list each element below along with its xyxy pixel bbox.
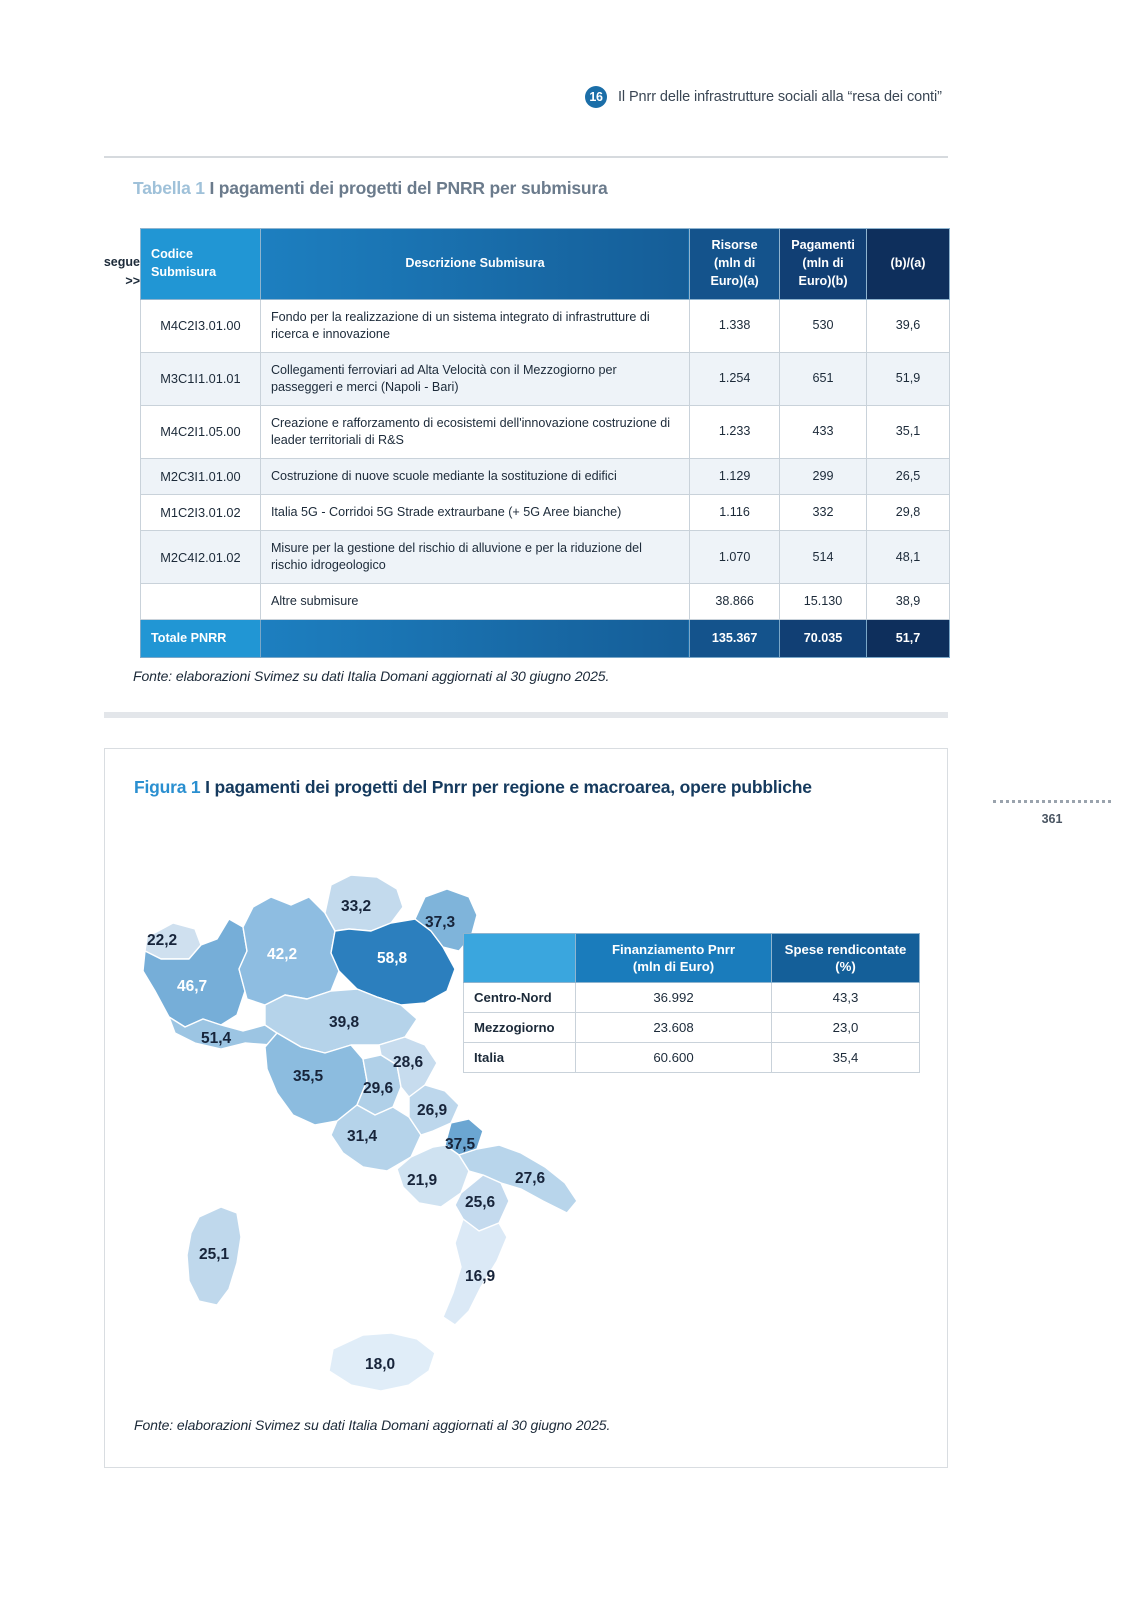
table1-header-row bbox=[141, 229, 950, 300]
cell-pagamenti: 433 bbox=[780, 405, 867, 458]
cell-area: Italia bbox=[464, 1043, 576, 1073]
map-label-veneto: 58,8 bbox=[377, 950, 408, 967]
table-row bbox=[141, 584, 950, 620]
table-row bbox=[141, 405, 950, 458]
cell-spese: 35,4 bbox=[772, 1043, 920, 1073]
cell-rapporto: 48,1 bbox=[867, 531, 950, 584]
cell-rapporto: 35,1 bbox=[867, 405, 950, 458]
cell-pagamenti: 15.130 bbox=[780, 584, 867, 620]
cell-spese: 43,3 bbox=[772, 983, 920, 1013]
map-label-emilia-romagna: 39,8 bbox=[329, 1014, 360, 1031]
cell-codice: M2C3I1.01.00 bbox=[141, 458, 261, 494]
table2-col-finanziamento-line2: (mln di Euro) bbox=[632, 959, 715, 975]
cell-pagamenti: 332 bbox=[780, 494, 867, 530]
cell-codice: M4C2I3.01.00 bbox=[141, 299, 261, 352]
cell-rapporto: 26,5 bbox=[867, 458, 950, 494]
table1-source-note: Fonte: elaborazioni Svimez su dati Italia Domani aggiornati al 30 giugno 2025. bbox=[133, 668, 610, 684]
continuation-marker bbox=[92, 253, 140, 292]
table1-col-codice-line1: Codice bbox=[151, 246, 193, 261]
map-label-basilicata: 25,6 bbox=[465, 1194, 496, 1211]
table2-col-finanziamento-line1: Finanziamento Pnrr bbox=[611, 942, 736, 957]
table1-col-rapporto: (b)/(a) bbox=[867, 229, 950, 300]
table1-col-pagamenti-line1: Pagamenti bbox=[791, 238, 855, 252]
map-label-toscana: 35,5 bbox=[293, 1068, 324, 1085]
cell-spese: 23,0 bbox=[772, 1013, 920, 1043]
cell-pagamenti: 651 bbox=[780, 352, 867, 405]
map-label-calabria: 16,9 bbox=[465, 1268, 496, 1285]
map-label-friuli: 37,3 bbox=[425, 914, 456, 931]
table-row bbox=[141, 531, 950, 584]
chapter-number-badge: 16 bbox=[585, 86, 607, 108]
table-row bbox=[464, 983, 920, 1013]
cell-descrizione: Costruzione di nuove scuole mediante la sostituzione di edifici bbox=[260, 458, 689, 494]
map-label-sardegna: 25,1 bbox=[199, 1246, 230, 1263]
cell-pagamenti: 514 bbox=[780, 531, 867, 584]
cell-codice: M1C2I3.01.02 bbox=[141, 494, 261, 530]
table1-col-risorse bbox=[690, 229, 780, 300]
map-label-trentino: 33,2 bbox=[341, 898, 372, 915]
table-row bbox=[141, 352, 950, 405]
cell-descrizione: Collegamenti ferroviari ad Alta Velocità con il Mezzogiorno per passeggeri e merci (Napoli - Bari) bbox=[260, 352, 689, 405]
cell-risorse: 1.254 bbox=[690, 352, 780, 405]
cell-risorse: 1.129 bbox=[690, 458, 780, 494]
map-label-lombardia: 42,2 bbox=[267, 946, 298, 963]
header-divider bbox=[104, 156, 948, 158]
map-label-lazio: 31,4 bbox=[347, 1128, 378, 1145]
total-label: Totale PNRR bbox=[141, 620, 261, 658]
running-header bbox=[585, 86, 942, 108]
cell-finanziamento: 23.608 bbox=[576, 1013, 772, 1043]
table1-total-row bbox=[141, 620, 950, 658]
cell-codice: M2C4I2.01.02 bbox=[141, 531, 261, 584]
table2-col-finanziamento bbox=[576, 934, 772, 983]
cell-risorse: 38.866 bbox=[690, 584, 780, 620]
map-label-marche: 28,6 bbox=[393, 1054, 424, 1071]
table2-col-spese-line1: Spese rendicontate bbox=[784, 942, 907, 957]
table-row bbox=[464, 1013, 920, 1043]
cell-risorse: 1.116 bbox=[690, 494, 780, 530]
cell-risorse: 1.338 bbox=[690, 299, 780, 352]
table-row bbox=[141, 299, 950, 352]
cell-descrizione: Italia 5G - Corridoi 5G Strade extraurbane (+ 5G Aree bianche) bbox=[260, 494, 689, 530]
table-row bbox=[141, 458, 950, 494]
cell-finanziamento: 60.600 bbox=[576, 1043, 772, 1073]
table-macroaree bbox=[463, 933, 920, 1073]
figure1-title-text: I pagamenti dei progetti del Pnrr per regione e macroarea, opere pubbliche bbox=[205, 777, 812, 797]
table1-col-pagamenti-line2: (mln di bbox=[802, 255, 844, 270]
map-label-puglia: 27,6 bbox=[515, 1170, 546, 1187]
cell-descrizione: Fondo per la realizzazione di un sistema integrato di infrastrutture di ricerca e innovazione bbox=[260, 299, 689, 352]
cell-risorse: 1.070 bbox=[690, 531, 780, 584]
section-divider bbox=[104, 712, 948, 718]
continuation-marker-line2: >> bbox=[125, 274, 140, 289]
table1-col-descrizione: Descrizione Submisura bbox=[260, 229, 689, 300]
table1-col-pagamenti bbox=[780, 229, 867, 300]
table2-col-blank bbox=[464, 934, 576, 983]
table-pagamenti-submisura bbox=[140, 228, 950, 658]
map-label-abruzzo: 26,9 bbox=[417, 1102, 448, 1119]
cell-codice: M4C2I1.05.00 bbox=[141, 405, 261, 458]
table1-label: Tabella 1 bbox=[133, 178, 205, 198]
cell-codice bbox=[141, 584, 261, 620]
table1-col-pagamenti-line3: Euro)(b) bbox=[798, 273, 848, 288]
table1-col-risorse-line3: Euro)(a) bbox=[710, 273, 759, 288]
table1-col-codice-line2: Submisura bbox=[151, 264, 217, 279]
map-label-piemonte: 46,7 bbox=[177, 978, 208, 995]
cell-area: Centro-Nord bbox=[464, 983, 576, 1013]
map-label-molise: 37,5 bbox=[445, 1136, 476, 1153]
table2-col-spese bbox=[772, 934, 920, 983]
cell-descrizione: Altre submisure bbox=[260, 584, 689, 620]
cell-rapporto: 51,9 bbox=[867, 352, 950, 405]
cell-pagamenti: 530 bbox=[780, 299, 867, 352]
italy-choropleth-map bbox=[125, 819, 685, 1419]
table1-col-codice bbox=[141, 229, 261, 300]
table1-title bbox=[133, 178, 608, 199]
running-header-title: Il Pnrr delle infrastrutture sociali alla “resa dei conti” bbox=[618, 89, 942, 105]
cell-rapporto: 29,8 bbox=[867, 494, 950, 530]
map-label-liguria: 51,4 bbox=[201, 1030, 232, 1047]
cell-descrizione: Misure per la gestione del rischio di alluvione e per la riduzione del rischio idrogeologico bbox=[260, 531, 689, 584]
figure1-title bbox=[134, 777, 812, 798]
total-pagamenti: 70.035 bbox=[780, 620, 867, 658]
total-rapporto: 51,7 bbox=[867, 620, 950, 658]
cell-codice: M3C1I1.01.01 bbox=[141, 352, 261, 405]
map-label-valle-daosta: 22,2 bbox=[147, 932, 178, 949]
page-number: 361 bbox=[1041, 812, 1063, 826]
cell-risorse: 1.233 bbox=[690, 405, 780, 458]
figure1-label: Figura 1 bbox=[134, 777, 201, 797]
table2-col-spese-line2: (%) bbox=[835, 959, 856, 975]
table2-header-row bbox=[464, 934, 920, 983]
cell-pagamenti: 299 bbox=[780, 458, 867, 494]
table1-col-risorse-line1: Risorse bbox=[711, 238, 758, 252]
cell-rapporto: 38,9 bbox=[867, 584, 950, 620]
table-row bbox=[141, 494, 950, 530]
cell-descrizione: Creazione e rafforzamento di ecosistemi dell'innovazione costruzione di leader territoriali di R&S bbox=[260, 405, 689, 458]
table-row bbox=[464, 1043, 920, 1073]
continuation-marker-line1: segue bbox=[103, 255, 140, 269]
total-descrizione bbox=[260, 620, 689, 658]
figure1-source-note: Fonte: elaborazioni Svimez su dati Italia Domani aggiornati al 30 giugno 2025. bbox=[134, 1417, 611, 1433]
map-label-campania: 21,9 bbox=[407, 1172, 438, 1189]
page-number-rule bbox=[993, 800, 1111, 803]
cell-area: Mezzogiorno bbox=[464, 1013, 576, 1043]
cell-finanziamento: 36.992 bbox=[576, 983, 772, 1013]
table1-title-text: I pagamenti dei progetti del PNRR per submisura bbox=[209, 178, 608, 198]
map-label-sicilia: 18,0 bbox=[365, 1356, 396, 1373]
table1-col-risorse-line2: (mln di bbox=[713, 255, 756, 270]
figure1-container bbox=[104, 748, 948, 1468]
cell-rapporto: 39,6 bbox=[867, 299, 950, 352]
map-label-umbria: 29,6 bbox=[363, 1080, 394, 1097]
total-risorse: 135.367 bbox=[690, 620, 780, 658]
